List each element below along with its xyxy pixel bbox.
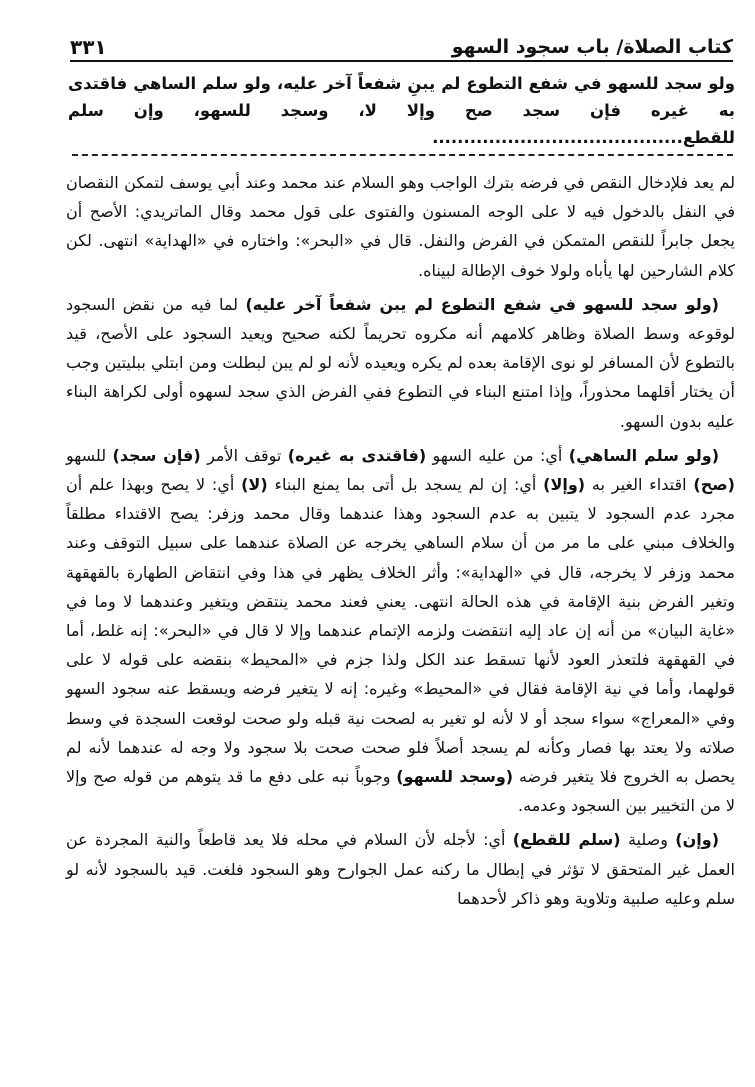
commentary-text (66, 168, 735, 918)
matn-quote: (ولو سلم الساهي) (568, 445, 720, 465)
commentary-paragraph-4 (66, 825, 735, 913)
matn-quote: (صح) (693, 475, 735, 495)
matn-quote: (وإلا) (543, 475, 586, 495)
commentary-paragraph-1 (66, 168, 735, 285)
matn-quote: (فإن سجد) (112, 445, 201, 465)
running-title: كتاب الصلاة/ باب سجود السهو (451, 36, 733, 58)
p3-text: وجوباً نبه على دفع ما قد يتوهم من قوله صح وإلا لا من التخيير بين السجود وعدمه. (66, 767, 735, 816)
matn-dots: ........................................ (432, 128, 683, 147)
matn-quote: (وسجد للسهو) (396, 767, 514, 787)
p3-text: أي: إن لم يسجد بل أتى بما يمنع البناء (267, 475, 544, 495)
commentary-paragraph-2 (66, 290, 735, 436)
matn-quote: (ولو سجد للسهو في شفع التطوع لم يبن شفعاً آخر عليه) (245, 294, 719, 314)
commentary-paragraph-3 (66, 441, 735, 821)
p2-text: لما فيه من نقض السجود لوقوعه وسط الصلاة وظاهر كلامهم أنه مكروه تحريماً لكنه صحيح ويعيد السجود على الأصح، قيد بالتطوع لأن المسافر لو نوى الإقامة بعده لم يكره ويعيده لأنه لو لم يبن لبطلت ومن ابتلي ببليتين وجب أن يختار أقلهما محذوراً، وإذا امتنع البناء في التطوع ففي الفرض الذي سجد لسهوه أولى لكراهة البناء عليه بدون السهو. (66, 294, 735, 431)
matn-text (68, 70, 735, 151)
p3-text: أي: لا يصح وبهذا علم أن مجرد عدم السجود لا يتبين به عدم السجود وهذا عندهما وقال محمد وزفر: يصح الاقتداء مطلقاً والخلاف مبني على ما مر من أن سلام الساهي يخرجه عن الصلاة عندهما على سبيل التوقف وعند محمد وزفر لا يخرجه، قال في «الهداية»: وأثر الخلاف يظهر في هذا وفي انتقاض الطهارة بالقهقهة وتغير الفرض بنية الإقامة في هذه الحالة انتهى. يعني فعند محمد ينتقض ويتغير وعندهما لا وما في «غاية البيان» من أنه إن عاد إليه انتقضت ولزمه الإتمام عندهما وإلا لا قال في «البحر»: إنه غلط، أما في القهقهة فلتعذر العود لأنها تسقط عند الكل ولذا جزم في «المحيط» بنقضه على قوله لا على قولهما، وأما في نية الإقامة فقال في «المحيط» وغيره: إنه لا يتغير فرضه ويسقط عنه سجود السهو وفي «المعراج» سواء سجد أو لا لأنه لو تغير به لصحت نية قبله ولو صحت لوقعت السجدة في وسط صلاته ولا يعتد بها فصار وكأنه لم يسجد أصلاً فلو صحت صحت بلا سجود ولا وجه له عندهما لأنه لم يحصل به الخروج فلا يتغير فرضه (66, 475, 736, 787)
matn-body: ولو سجد للسهو في شفع التطوع لم يبنِ شفعاً آخر عليه، ولو سلم الساهي فاقتدى به غيره فإن سجد صح وإلا لا، وسجد للسهو، وإن سلم للقطع (68, 74, 735, 147)
page-number: ٣٣١ (70, 35, 107, 59)
page-header (70, 26, 733, 62)
p4-text: أي: لأجله لأن السلام في محله فلا يعد قاطعاً والنية المجردة عن العمل غير المتحقق لا تؤثر في إبطال ما ركنه عمل الجوارح وهو السجود فلغت. قيد بالسجود لأنه لو سلم وعليه صلبية وتلاوية وهو ذاكر لأحدهما (66, 830, 735, 908)
p3-text: للسهو (66, 445, 113, 465)
matn-quote: (فاقتدى به غيره) (287, 445, 427, 465)
p4-text: وصلية (620, 830, 676, 850)
matn-quote: (لا) (241, 475, 268, 495)
p3-text: توقف الأمر (200, 445, 288, 465)
matn-paragraph (68, 70, 735, 151)
p3-text: اقتداء الغير به (585, 475, 694, 495)
p3-text: أي: من عليه السهو (426, 445, 569, 465)
dashed-divider (72, 154, 733, 156)
matn-quote: (وإن) (675, 830, 720, 850)
p1-text: لم يعد فلإدخال النقص في فرضه بترك الواجب وهو السلام عند محمد وعند أبي يوسف لتمكن النقصان في النفل بالدخول فيه لا على الوجه المسنون والفتوى على قول محمد وقال الماتريدي: الأصح أن يجعل جابراً للنقص المتمكن في الفرض والنفل. قال في «البحر»: واختاره في «الهداية» انتهى. لكن كلام الشارحين لها يأباه ولولا خوف الإطالة لبيناه. (66, 173, 735, 280)
matn-quote: (سلم للقطع) (512, 830, 621, 850)
